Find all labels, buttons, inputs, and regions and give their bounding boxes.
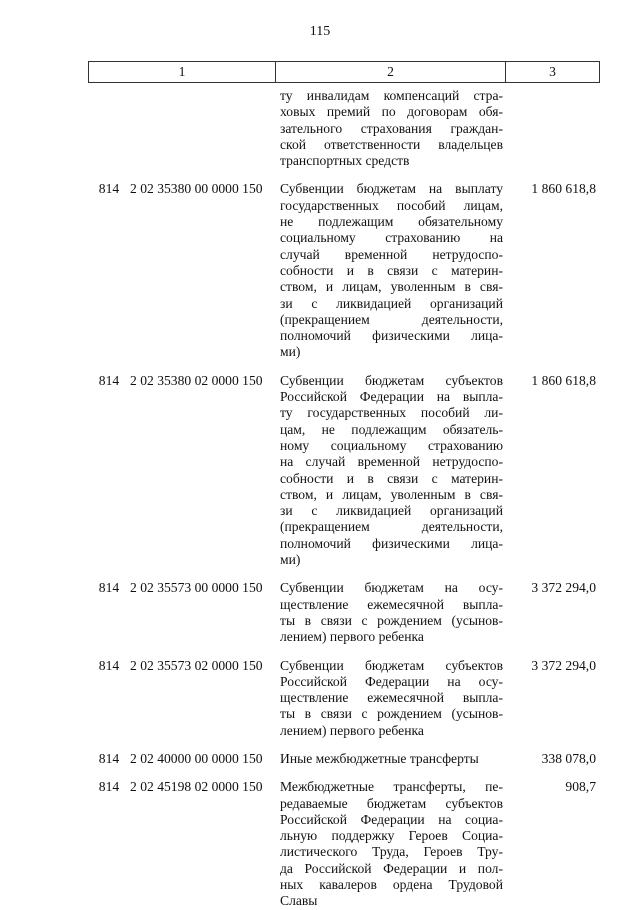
table-row (88, 88, 600, 169)
description-line: социальному страхованию на (280, 230, 503, 246)
budget-code-cell (88, 751, 274, 767)
budget-code-cell (88, 373, 274, 569)
description-line: полномочий физическими лица- (280, 328, 503, 344)
amount-cell: 338 078,0 (541, 750, 596, 766)
column-header-1: 1 (89, 62, 276, 82)
table-body (88, 88, 600, 910)
description-line: лением) первого ребенка (280, 629, 424, 645)
description-line: не подлежащим обязательному (280, 214, 503, 230)
admin-code: 814 (98, 181, 120, 197)
description-line: ми) (280, 552, 301, 568)
description-line: Субвенции бюджетам субъектов (280, 657, 503, 673)
classification-code: 2 02 45198 02 0000 150 (130, 779, 263, 795)
budget-code-cell (88, 88, 274, 169)
description-cell (280, 181, 503, 360)
description-line: (прекращением деятельности, (280, 311, 503, 327)
table-row (88, 373, 600, 569)
table-row (88, 658, 600, 739)
description-line: ты в связи с рождением (усынов- (280, 706, 503, 722)
admin-code: 814 (98, 580, 120, 596)
row-gap (88, 646, 600, 658)
table-header (88, 61, 600, 83)
description-line: зи с ликвидацией организаций (280, 503, 503, 519)
description-cell (280, 88, 503, 169)
description-line: лением) первого ребенка (280, 722, 424, 738)
table-row (88, 580, 600, 645)
row-gap (88, 361, 600, 373)
column-header-3: 3 (549, 64, 556, 79)
description-cell (280, 779, 503, 909)
description-line: Субвенции бюджетам на осу- (280, 580, 503, 596)
description-line: (прекращением деятельности, (280, 519, 503, 535)
description-line: случай временной нетрудоспо- (280, 246, 503, 262)
budget-code-cell (88, 181, 274, 360)
description-line: Российской Федерации на выпла- (280, 389, 503, 405)
amount-cell: 3 372 294,0 (531, 657, 596, 673)
description-line: ных кавалеров ордена Трудовой (280, 877, 503, 893)
row-gap (88, 568, 600, 580)
description-line: полномочий физическими лица- (280, 535, 503, 551)
description-line: цам, не подлежащим обязатель- (280, 421, 503, 437)
description-line: зи с ликвидацией организаций (280, 295, 503, 311)
classification-code: 2 02 35573 02 0000 150 (130, 657, 263, 673)
description-line: Субвенции бюджетам на выплату (280, 181, 503, 197)
description-line: Российской Федерации на осу- (280, 673, 503, 689)
table-row (88, 181, 600, 360)
description-line: Межбюджетные трансферты, пе- (280, 779, 503, 795)
classification-code: 2 02 35380 00 0000 150 (130, 181, 263, 197)
description-line: зательного страхования граждан- (280, 120, 503, 136)
budget-code-cell (88, 779, 274, 909)
description-line: ту инвалидам компенсаций стра- (280, 88, 503, 103)
page-number: 115 (309, 24, 331, 39)
description-line: Российской Федерации на социа- (280, 811, 503, 827)
description-line: ством, и лицам, уволенным в свя- (280, 279, 503, 295)
row-gap (88, 739, 600, 751)
classification-code: 2 02 35573 00 0000 150 (130, 580, 263, 596)
amount-cell: 908,7 (565, 779, 596, 795)
description-line: ту государственных пособий ли- (280, 405, 503, 421)
description-line: ством, и лицам, уволенным в свя- (280, 486, 503, 502)
row-gap (88, 767, 600, 779)
amount-cell (503, 88, 600, 169)
amount-cell: 3 372 294,0 (531, 580, 596, 596)
column-header-2: 2 (276, 62, 506, 82)
description-line: льную поддержку Героев Социа- (280, 828, 503, 844)
description-line: на случай временной нетрудоспо- (280, 454, 503, 470)
description-cell (280, 658, 503, 739)
amount-cell: 1 860 618,8 (531, 372, 596, 388)
description-line: собности и в связи с материн- (280, 470, 503, 486)
description-cell (280, 373, 503, 569)
description-line: ществление ежемесячной выпла- (280, 690, 503, 706)
admin-code: 814 (98, 750, 120, 766)
budget-code-cell (88, 658, 274, 739)
amount-cell: 1 860 618,8 (531, 181, 596, 197)
description-line: ному социальному страхованию (280, 437, 503, 453)
description-line: государственных пособий лицам, (280, 197, 503, 213)
description-line: ховых премий по договорам обя- (280, 104, 503, 120)
description-line: да Российской Федерации и пол- (280, 860, 503, 876)
description-line: собности и в связи с материн- (280, 262, 503, 278)
description-line: ской ответственности владельцев (280, 136, 503, 152)
admin-code: 814 (98, 372, 120, 388)
description-line: Славы (280, 893, 318, 909)
description-cell (280, 580, 503, 645)
table-row (88, 779, 600, 909)
description-line: ществление ежемесячной выпла- (280, 596, 503, 612)
admin-code: 814 (98, 779, 120, 795)
description-line: ми) (280, 344, 301, 360)
description-cell (280, 751, 503, 767)
description-line: транспортных средств (280, 153, 410, 169)
description-line: редаваемые бюджетам субъектов (280, 795, 503, 811)
description-line: Иные межбюджетные трансферты (280, 750, 479, 766)
classification-code: 2 02 40000 00 0000 150 (130, 750, 263, 766)
description-line: ты в связи с рождением (усынов- (280, 612, 503, 628)
admin-code: 814 (98, 657, 120, 673)
classification-code: 2 02 35380 02 0000 150 (130, 372, 263, 388)
description-line: Субвенции бюджетам субъектов (280, 372, 503, 388)
row-gap (88, 169, 600, 181)
budget-code-cell (88, 580, 274, 645)
description-line: листического Труда, Героев Тру- (280, 844, 503, 860)
table-row (88, 751, 600, 767)
